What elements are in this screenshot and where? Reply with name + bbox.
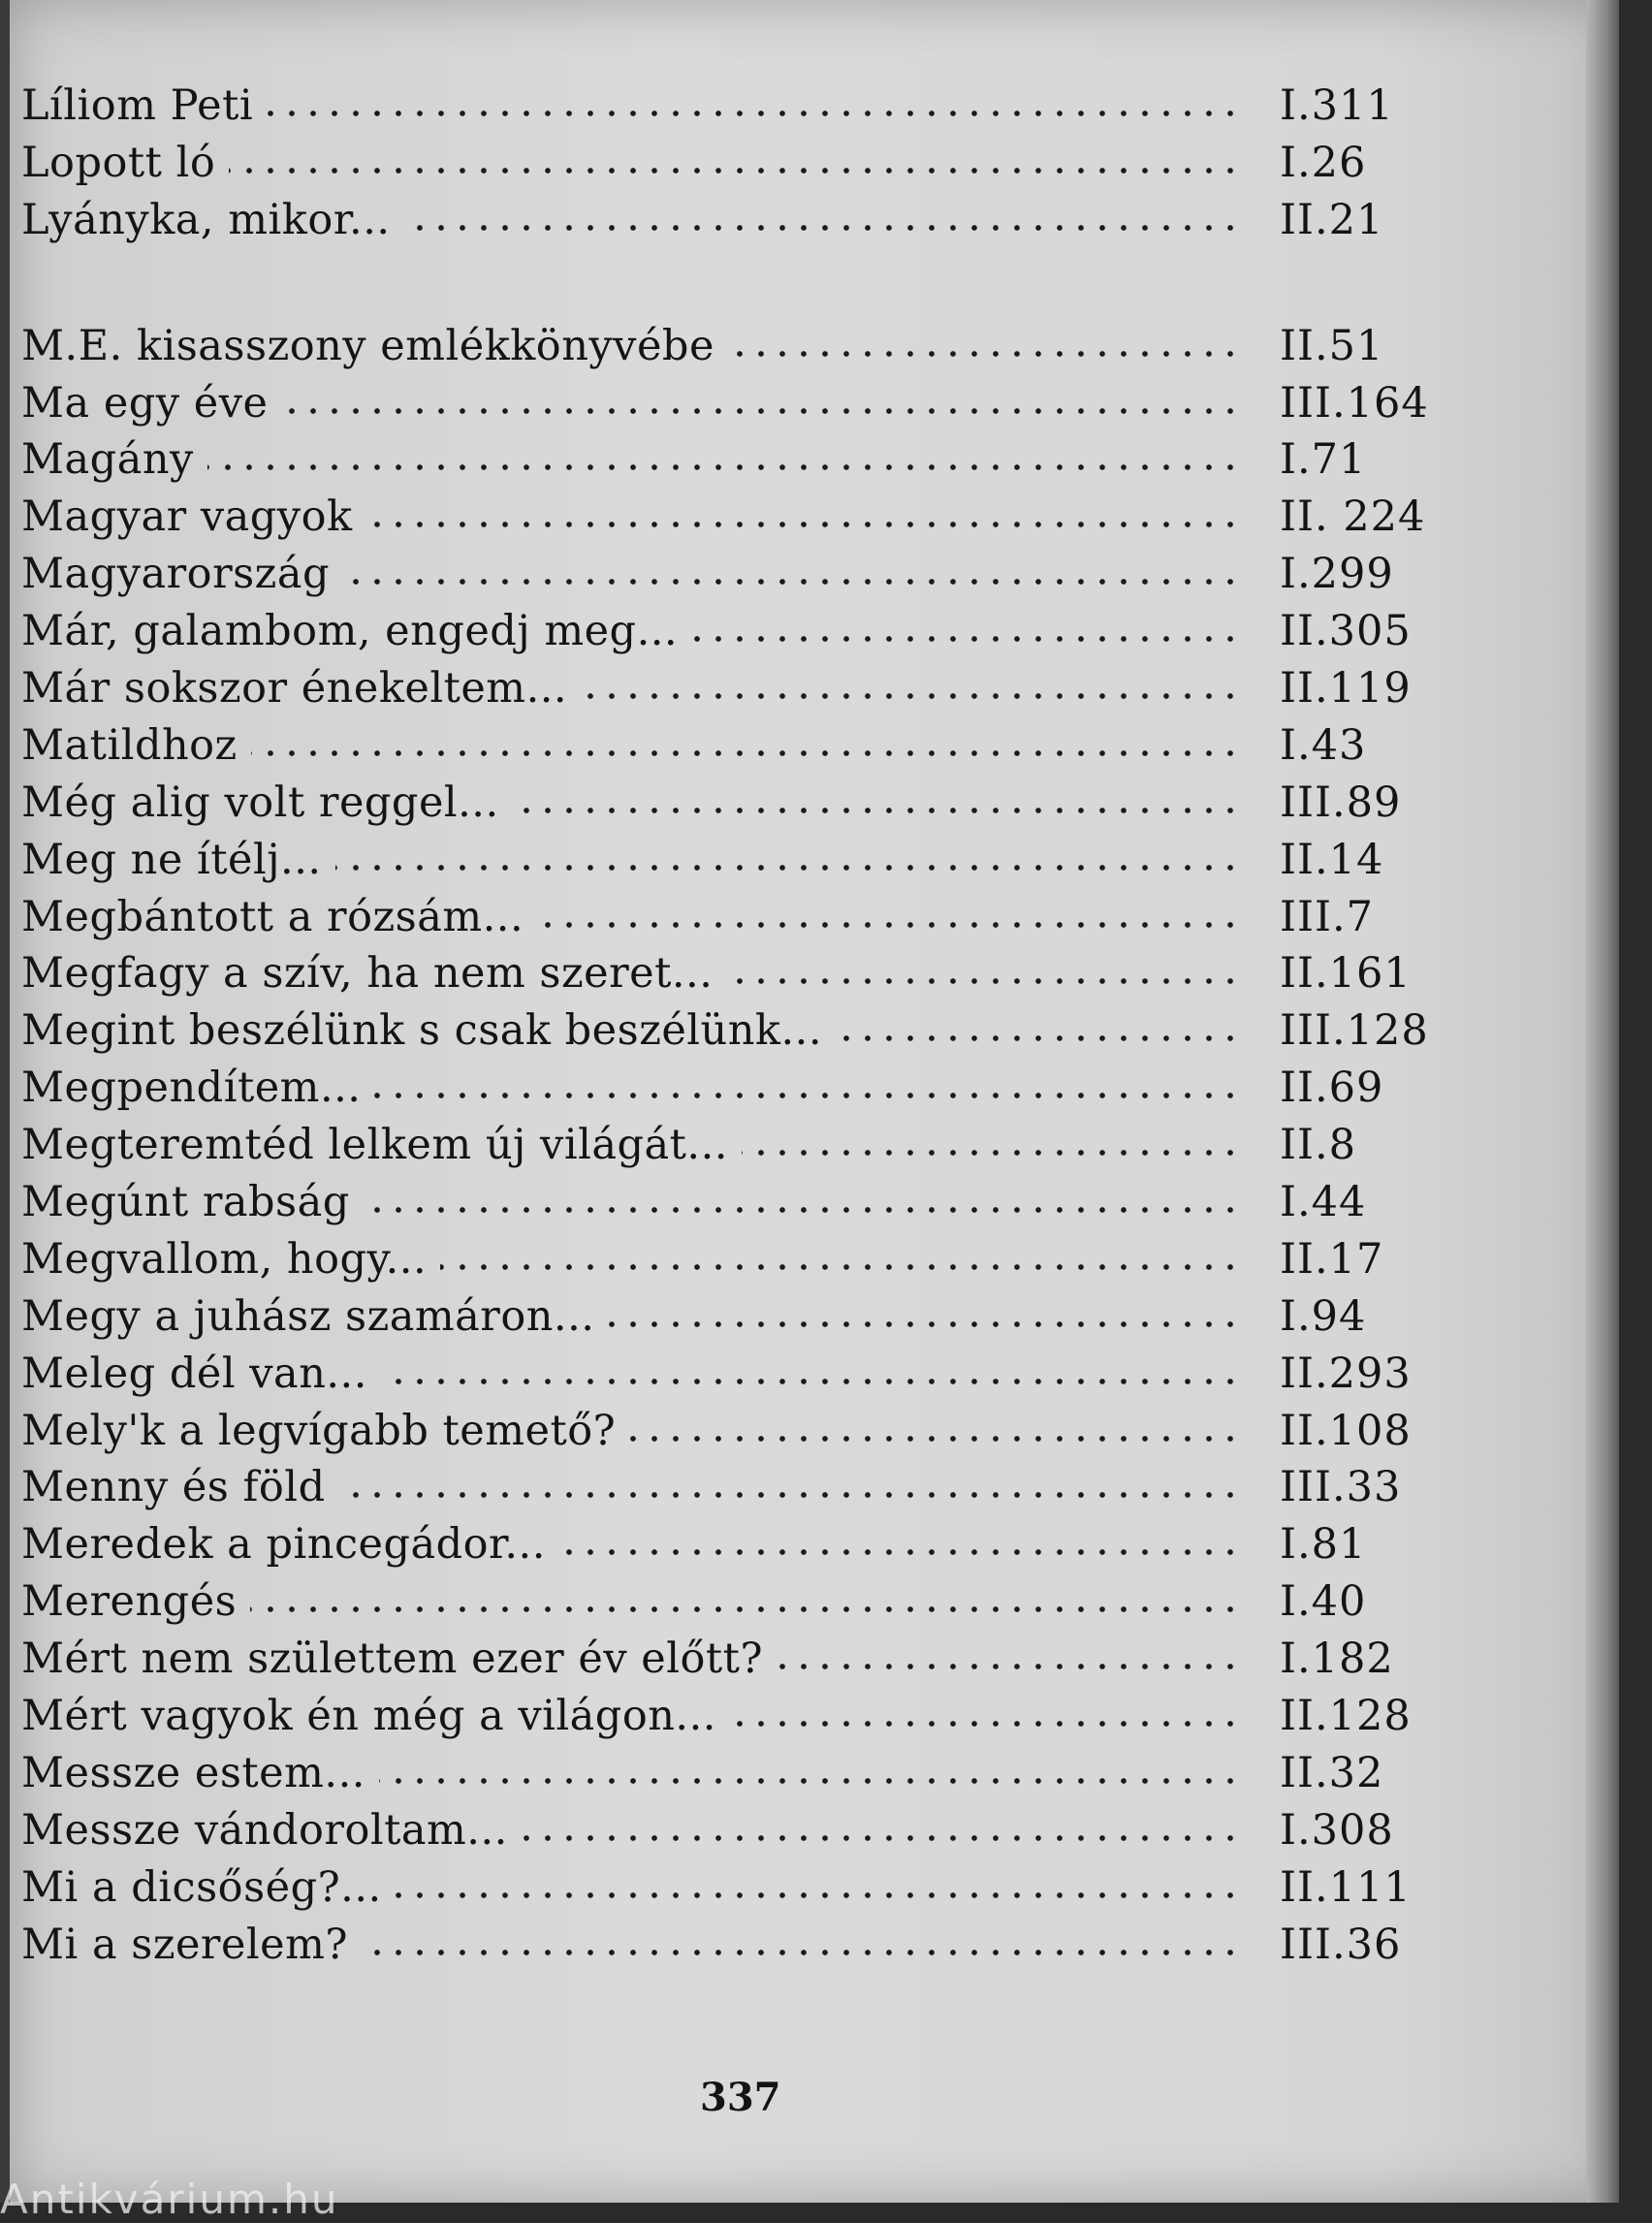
entry-title: Már, galambom, engedj meg... bbox=[21, 607, 679, 656]
entry-title: Még alig volt reggel... bbox=[21, 778, 499, 827]
dot-leader bbox=[730, 1720, 1241, 1728]
dot-leader bbox=[343, 578, 1241, 586]
index-entry bbox=[21, 1117, 1466, 1174]
dot-leader bbox=[335, 864, 1241, 872]
entry-title: Mi a dicsőség?... bbox=[21, 1862, 382, 1912]
entry-title: Megúnt rabság bbox=[21, 1178, 350, 1227]
entry-title: Meg ne ítélj... bbox=[21, 835, 322, 884]
dot-leader bbox=[728, 350, 1241, 358]
entry-page-ref: II.14 bbox=[1280, 835, 1384, 884]
dot-leader bbox=[629, 1435, 1241, 1443]
entry-title: Messze estem... bbox=[21, 1748, 365, 1797]
entry-page-ref: II.17 bbox=[1280, 1234, 1384, 1284]
entry-title: Mi a szerelem? bbox=[21, 1920, 348, 1969]
entry-page-ref: III.36 bbox=[1280, 1920, 1402, 1969]
book-page bbox=[10, 0, 1619, 2203]
dot-leader bbox=[229, 167, 1241, 175]
dot-leader bbox=[339, 1491, 1241, 1499]
entry-page-ref: I.40 bbox=[1280, 1577, 1367, 1627]
index-entry bbox=[21, 431, 1466, 489]
index-entry bbox=[21, 1060, 1466, 1117]
entry-title: Lyányka, mikor... bbox=[21, 195, 391, 244]
dot-leader bbox=[379, 1777, 1241, 1785]
index-entry bbox=[21, 135, 1466, 192]
entry-title: Megpendítem... bbox=[21, 1064, 362, 1113]
entry-title: Matildhoz bbox=[21, 720, 238, 770]
entry-title: Ma egy éve bbox=[21, 378, 269, 428]
dot-leader bbox=[366, 521, 1241, 528]
entry-page-ref: I.182 bbox=[1280, 1635, 1394, 1684]
index-entry bbox=[21, 78, 1466, 135]
entry-title: Meredek a pincegádor... bbox=[21, 1520, 546, 1570]
index-entry bbox=[21, 1346, 1466, 1403]
index-entry bbox=[21, 945, 1466, 1002]
index-entry bbox=[21, 832, 1466, 889]
entry-page-ref: II.21 bbox=[1280, 195, 1384, 244]
index-entry bbox=[21, 1631, 1466, 1688]
entry-page-ref: I.81 bbox=[1280, 1520, 1367, 1570]
entry-title: Mért vagyok én még a világon... bbox=[21, 1692, 716, 1741]
entry-page-ref: I.26 bbox=[1280, 138, 1367, 187]
entry-page-ref: II. 224 bbox=[1280, 492, 1426, 542]
entry-title: Megfagy a szív, ha nem szeret... bbox=[21, 949, 714, 999]
watermark-text: Antikvárium.hu bbox=[0, 2175, 339, 2223]
dot-leader bbox=[537, 921, 1241, 929]
index-entry bbox=[21, 1573, 1466, 1631]
entry-title: Már sokszor énekeltem... bbox=[21, 664, 568, 714]
entry-title: Meleg dél van... bbox=[21, 1349, 367, 1398]
index-entry bbox=[21, 1802, 1466, 1859]
dot-leader bbox=[362, 1949, 1241, 1956]
dot-leader bbox=[691, 635, 1241, 643]
entry-title: Magyarország bbox=[21, 550, 331, 599]
entry-page-ref: II.32 bbox=[1280, 1748, 1384, 1797]
entry-page-ref: II.69 bbox=[1280, 1064, 1384, 1113]
index-entry bbox=[21, 1288, 1466, 1346]
index-entry bbox=[21, 546, 1466, 603]
entry-page-ref: III.7 bbox=[1280, 892, 1374, 941]
page-number: 337 bbox=[700, 2075, 781, 2120]
dot-leader bbox=[559, 1548, 1241, 1556]
dot-leader bbox=[207, 463, 1241, 471]
entry-title: Lopott ló bbox=[21, 138, 216, 187]
index-entry bbox=[21, 1688, 1466, 1745]
entry-page-ref: I.94 bbox=[1280, 1291, 1367, 1341]
index-entry bbox=[21, 318, 1466, 375]
dot-leader bbox=[396, 1891, 1241, 1899]
entry-page-ref: I.299 bbox=[1280, 550, 1394, 599]
index-entry bbox=[21, 1403, 1466, 1460]
entry-title: Menny és föld bbox=[21, 1463, 326, 1512]
entry-page-ref: I.311 bbox=[1280, 81, 1394, 130]
dot-leader bbox=[777, 1663, 1241, 1670]
entry-page-ref: I.308 bbox=[1280, 1805, 1394, 1855]
index-list bbox=[21, 78, 1466, 1974]
entry-title: Megbántott a rózsám... bbox=[21, 892, 524, 941]
index-entry bbox=[21, 489, 1466, 546]
entry-page-ref: II.161 bbox=[1280, 949, 1412, 999]
entry-title: Megy a juhász szamáron... bbox=[21, 1291, 595, 1341]
dot-leader bbox=[608, 1320, 1241, 1328]
index-entry bbox=[21, 1859, 1466, 1917]
entry-page-ref: I.44 bbox=[1280, 1178, 1367, 1227]
entry-title: Mért nem születtem ezer év előtt? bbox=[21, 1635, 764, 1684]
entry-page-ref: II.8 bbox=[1280, 1121, 1356, 1170]
entry-title: Mely'k a legvígabb temető? bbox=[21, 1406, 617, 1455]
entry-page-ref: II.51 bbox=[1280, 321, 1384, 370]
index-entry bbox=[21, 192, 1466, 249]
index-entry bbox=[21, 603, 1466, 660]
dot-leader bbox=[581, 692, 1241, 700]
entry-page-ref: II.108 bbox=[1280, 1406, 1412, 1455]
index-entry bbox=[21, 1745, 1466, 1802]
entry-page-ref: II.119 bbox=[1280, 664, 1412, 714]
index-entry bbox=[21, 889, 1466, 946]
index-entry bbox=[21, 1174, 1466, 1231]
entry-page-ref: II.111 bbox=[1280, 1862, 1412, 1912]
dot-leader bbox=[267, 110, 1241, 117]
index-entry bbox=[21, 717, 1466, 775]
page-edge-shadow bbox=[1586, 0, 1619, 2203]
entry-page-ref: I.71 bbox=[1280, 435, 1367, 485]
index-entry bbox=[21, 1917, 1466, 1974]
index-entry bbox=[21, 775, 1466, 832]
dot-leader bbox=[251, 749, 1241, 757]
entry-title: Megint beszélünk s csak beszélünk... bbox=[21, 1006, 822, 1056]
dot-leader bbox=[364, 1206, 1241, 1214]
entry-title: Magyar vagyok bbox=[21, 492, 353, 542]
entry-page-ref: III.128 bbox=[1280, 1006, 1429, 1056]
dot-leader bbox=[726, 977, 1241, 985]
dot-leader bbox=[404, 224, 1241, 232]
entry-title: Megvallom, hogy... bbox=[21, 1234, 428, 1284]
entry-title: M.E. kisasszony emlékkönyvébe bbox=[21, 321, 715, 370]
index-entry bbox=[21, 1231, 1466, 1288]
entry-page-ref: I.43 bbox=[1280, 720, 1367, 770]
dot-leader bbox=[381, 1378, 1241, 1385]
dot-leader bbox=[836, 1034, 1241, 1042]
dot-leader bbox=[250, 1605, 1241, 1613]
dot-leader bbox=[522, 1834, 1241, 1842]
entry-page-ref: II.293 bbox=[1280, 1349, 1412, 1398]
entry-page-ref: II.128 bbox=[1280, 1692, 1412, 1741]
entry-title: Magány bbox=[21, 435, 194, 485]
index-entry bbox=[21, 1002, 1466, 1060]
entry-page-ref: II.305 bbox=[1280, 607, 1412, 656]
entry-title: Megteremtéd lelkem új világát... bbox=[21, 1121, 728, 1170]
entry-title: Messze vándoroltam... bbox=[21, 1805, 508, 1855]
entry-page-ref: III.164 bbox=[1280, 378, 1429, 428]
index-entry bbox=[21, 1516, 1466, 1573]
index-entry bbox=[21, 660, 1466, 717]
entry-page-ref: III.89 bbox=[1280, 778, 1402, 827]
letter-group-gap bbox=[21, 249, 1466, 318]
entry-title: Merengés bbox=[21, 1577, 238, 1627]
dot-leader bbox=[374, 1092, 1241, 1099]
index-entry bbox=[21, 375, 1466, 432]
dot-leader bbox=[513, 807, 1241, 814]
dot-leader bbox=[742, 1149, 1241, 1157]
dot-leader bbox=[440, 1263, 1241, 1271]
entry-page-ref: III.33 bbox=[1280, 1463, 1402, 1512]
dot-leader bbox=[281, 407, 1241, 415]
entry-title: Líliom Peti bbox=[21, 81, 254, 130]
index-entry bbox=[21, 1459, 1466, 1516]
